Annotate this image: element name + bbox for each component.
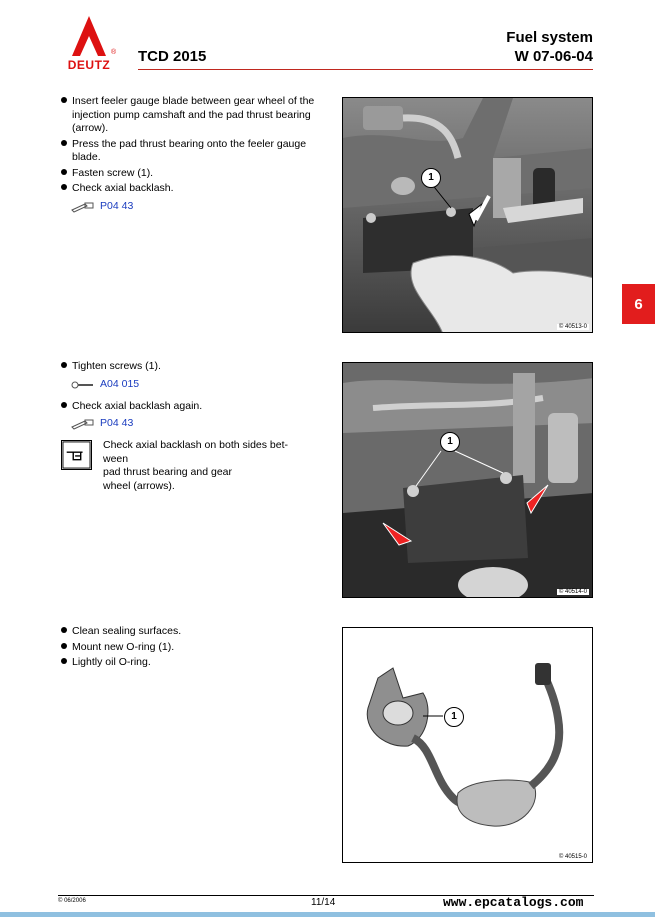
photo-code: © 40513-0 bbox=[558, 324, 587, 330]
list-item: Check axial backlash. bbox=[61, 182, 326, 196]
list-item: Clean sealing surfaces. bbox=[61, 625, 326, 639]
photo-thrust-bearing bbox=[342, 362, 593, 598]
tool-reference-link[interactable]: P04 43 bbox=[71, 417, 326, 433]
step2-instructions bbox=[61, 360, 326, 493]
tool-reference-link[interactable]: A04 015 bbox=[71, 378, 326, 394]
brand-name: DEUTZ bbox=[67, 58, 111, 72]
step1-instructions bbox=[61, 95, 326, 222]
note-line: wheel (arrows). bbox=[103, 479, 175, 492]
photo-code: © 40515-0 bbox=[558, 854, 587, 860]
step3-instructions bbox=[61, 625, 326, 672]
list-item: Insert feeler gauge blade between gear wheel of the injection pump camshaft and the pad thrust bearing (arrow). bbox=[61, 95, 326, 136]
list-item: Check axial backlash again. bbox=[61, 400, 326, 414]
callout-1: 1 bbox=[421, 168, 441, 188]
list-item: Fasten screw (1). bbox=[61, 167, 326, 181]
list-item: Tighten screws (1). bbox=[61, 360, 326, 374]
chapter-tab[interactable]: 6 bbox=[622, 284, 655, 324]
registered-mark: ® bbox=[111, 49, 117, 56]
page-number: 11/14 bbox=[311, 897, 336, 908]
pointing-hand-icon bbox=[61, 440, 92, 470]
note-line: pad thrust bearing and gear bbox=[103, 466, 233, 478]
torque-wrench-icon bbox=[71, 379, 95, 391]
section-code: W 07-06-04 bbox=[514, 48, 593, 65]
note-line: ween bbox=[103, 452, 129, 465]
photo-sensor-oring bbox=[342, 627, 593, 863]
section-title: Fuel system bbox=[506, 29, 593, 46]
list-item: Lightly oil O-ring. bbox=[61, 656, 326, 670]
list-item: Press the pad thrust bearing onto the feeler gauge blade. bbox=[61, 138, 326, 165]
engine-model: TCD 2015 bbox=[138, 48, 207, 65]
list-item: Mount new O-ring (1). bbox=[61, 641, 326, 655]
feeler-gauge-icon bbox=[71, 418, 95, 430]
footer-date: © 06/2006 bbox=[58, 898, 86, 904]
tool-reference-link[interactable]: P04 43 bbox=[71, 200, 326, 216]
header-rule bbox=[138, 69, 593, 70]
photo-code: © 40514-0 bbox=[558, 589, 587, 595]
callout-1: 1 bbox=[444, 707, 464, 727]
callout-1: 1 bbox=[440, 432, 460, 452]
website-watermark[interactable]: www.epcatalogs.com bbox=[443, 895, 584, 910]
photo-feeler-gauge bbox=[342, 97, 593, 333]
feeler-gauge-icon bbox=[71, 201, 95, 213]
hint-note bbox=[61, 439, 326, 493]
note-line: Check axial backlash on both sides bet- bbox=[103, 439, 289, 451]
bottom-bar bbox=[0, 912, 655, 917]
